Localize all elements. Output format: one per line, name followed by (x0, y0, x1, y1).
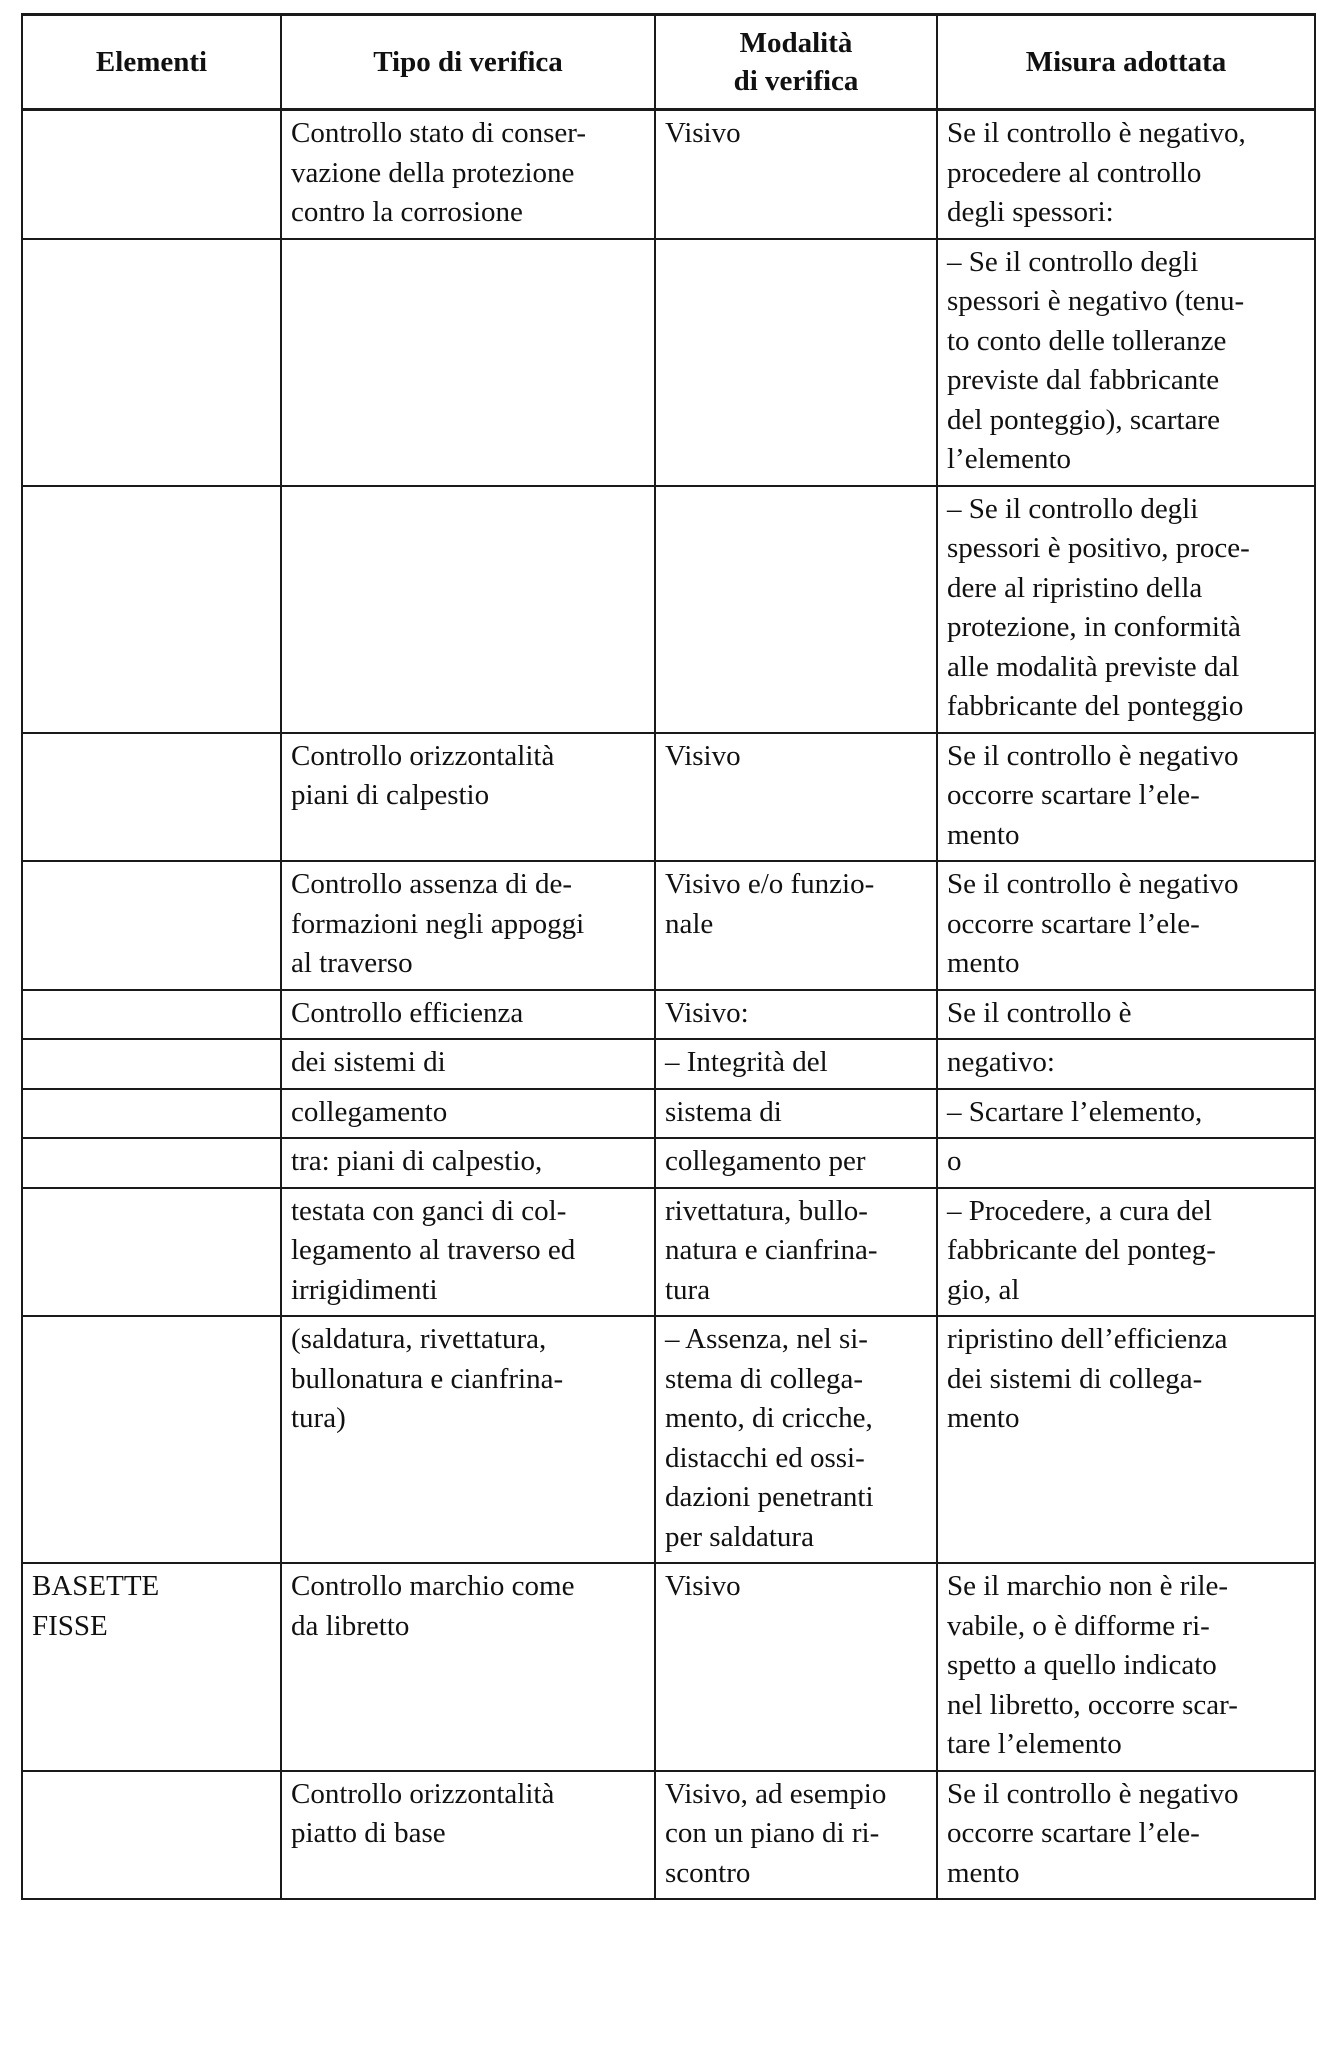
cell-measure-line: spessori è negativo (tenu- (947, 285, 1245, 317)
cell-check-type-line: vazione della protezione (291, 156, 575, 189)
cell-check-type-line: Controllo assenza di de- (291, 868, 573, 900)
cell-element-line: BASETTE (32, 1570, 160, 1602)
cell-measure-line: Se il controllo è negativo (947, 868, 1239, 900)
cell-mode-line: natura e cianfrina- (665, 1234, 878, 1266)
cell-measure (937, 733, 1315, 862)
cell-element (22, 1771, 281, 1900)
cell-measure-line: – Procedere, a cura del (947, 1194, 1212, 1227)
cell-mode-line: scontro (665, 1856, 751, 1889)
cell-check-type-line: bullonatura e cianfrina- (291, 1362, 564, 1395)
table-row (22, 1188, 1315, 1317)
cell-check-type-line: testata con ganci di col- (291, 1194, 567, 1227)
cell-mode (655, 110, 937, 239)
cell-check-type-line: Controllo efficienza (291, 996, 524, 1029)
cell-mode-line: rivettatura, bullo- (665, 1194, 868, 1227)
cell-mode-line: Visivo (665, 1570, 741, 1602)
cell-element (22, 239, 281, 486)
cell-measure-line: fabbricante del ponteggio (947, 690, 1244, 722)
cell-measure (937, 1316, 1315, 1563)
cell-element-line: FISSE (32, 1609, 108, 1642)
cell-measure-line: spessori è positivo, proce- (947, 532, 1250, 564)
cell-measure (937, 1188, 1315, 1317)
cell-check-type (281, 1563, 655, 1771)
cell-measure (937, 110, 1315, 239)
cell-measure-line: del ponteggio), scartare (947, 403, 1220, 436)
cell-check-type-line: Controllo orizzontalità (291, 739, 555, 772)
document-page (21, 13, 1314, 1900)
cell-check-type (281, 239, 655, 486)
header-mode-label-line1: Modalità (739, 27, 853, 59)
cell-check-type-line: da libretto (291, 1609, 410, 1642)
cell-check-type (281, 733, 655, 862)
cell-measure-line: mento (947, 818, 1020, 851)
cell-measure-line: vabile, o è difforme ri- (947, 1609, 1210, 1642)
cell-element (22, 486, 281, 733)
cell-check-type-line: Controllo orizzontalità (291, 1777, 555, 1810)
cell-measure (937, 1138, 1315, 1188)
cell-check-type-line: tura) (291, 1402, 346, 1434)
cell-mode-line: distacchi ed ossi- (665, 1441, 865, 1474)
cell-measure (937, 1039, 1315, 1089)
cell-check-type (281, 486, 655, 733)
cell-mode (655, 1188, 937, 1317)
cell-check-type (281, 990, 655, 1040)
table-row (22, 1039, 1315, 1089)
cell-measure-line: Se il controllo è (947, 996, 1132, 1029)
header-elements-label: Elementi (95, 46, 208, 78)
cell-mode (655, 486, 937, 733)
cell-mode (655, 1089, 937, 1139)
cell-measure-line: – Se il controllo degli (947, 492, 1199, 525)
cell-mode-line: per saldatura (665, 1520, 814, 1553)
cell-measure (937, 861, 1315, 990)
cell-mode-line: mento, di cricche, (665, 1402, 873, 1434)
header-check-type (281, 15, 655, 110)
table-row (22, 239, 1315, 486)
cell-measure-line: to conto delle tolleranze (947, 324, 1227, 357)
cell-check-type-line: contro la corrosione (291, 196, 523, 228)
cell-element (22, 1138, 281, 1188)
cell-measure-line: Se il controllo è negativo, (947, 117, 1246, 149)
cell-measure-line: mento (947, 947, 1020, 979)
cell-measure (937, 239, 1315, 486)
header-check-type-label: Tipo di verifica (373, 46, 563, 78)
cell-measure (937, 1771, 1315, 1900)
cell-check-type-line: irrigidimenti (291, 1273, 438, 1306)
cell-mode-line: Visivo: (665, 996, 749, 1029)
cell-mode (655, 239, 937, 486)
cell-measure-line: – Se il controllo degli (947, 245, 1199, 278)
table-row (22, 486, 1315, 733)
cell-check-type (281, 1188, 655, 1317)
table-row (22, 1771, 1315, 1900)
header-mode (655, 15, 937, 110)
cell-mode-line: – Assenza, nel si- (665, 1323, 868, 1355)
cell-measure-line: mento (947, 1856, 1020, 1889)
header-measure (937, 15, 1315, 110)
cell-measure-line: tare l’elemento (947, 1728, 1122, 1760)
cell-element (22, 1039, 281, 1089)
cell-mode (655, 1138, 937, 1188)
cell-mode-line: con un piano di ri- (665, 1817, 880, 1849)
cell-element (22, 1316, 281, 1563)
cell-check-type-line: al traverso (291, 947, 413, 979)
cell-measure-line: Se il marchio non è rile- (947, 1570, 1229, 1602)
cell-mode-line: Visivo, ad esempio (665, 1777, 887, 1810)
cell-measure-line: l’elemento (947, 443, 1072, 475)
cell-measure-line: protezione, in conformità (947, 611, 1241, 643)
cell-mode-line: collegamento per (665, 1145, 866, 1177)
cell-element (22, 1089, 281, 1139)
cell-check-type-line: legamento al traverso ed (291, 1234, 576, 1266)
header-mode-label-line2: di verifica (733, 65, 859, 97)
cell-mode-line: nale (665, 907, 714, 940)
cell-measure (937, 1089, 1315, 1139)
cell-measure-line: fabbricante del ponteg- (947, 1234, 1216, 1266)
cell-check-type-line: Controllo stato di conser- (291, 117, 587, 149)
cell-mode (655, 1563, 937, 1771)
cell-measure-line: Se il controllo è negativo (947, 739, 1239, 772)
cell-measure-line: gio, al (947, 1273, 1020, 1306)
header-elements (22, 15, 281, 110)
cell-check-type-line: piani di calpestio (291, 779, 490, 811)
cell-measure-line: occorre scartare l’ele- (947, 907, 1200, 940)
cell-check-type (281, 1138, 655, 1188)
cell-measure-line: dei sistemi di collega- (947, 1362, 1203, 1395)
cell-measure (937, 1563, 1315, 1771)
cell-measure-line: mento (947, 1402, 1020, 1434)
cell-mode-line: tura (665, 1273, 711, 1306)
cell-measure-line: alle modalità previste dal (947, 650, 1240, 683)
verification-table (21, 13, 1316, 1900)
cell-check-type-line: formazioni negli appoggi (291, 907, 585, 940)
cell-check-type (281, 1039, 655, 1089)
cell-mode-line: dazioni penetranti (665, 1481, 874, 1513)
cell-check-type (281, 861, 655, 990)
cell-mode (655, 733, 937, 862)
cell-check-type-line: piatto di base (291, 1817, 446, 1849)
table-body (22, 110, 1315, 1900)
cell-measure-line: occorre scartare l’ele- (947, 1817, 1200, 1849)
cell-element (22, 861, 281, 990)
table-row (22, 1316, 1315, 1563)
cell-check-type (281, 1089, 655, 1139)
cell-check-type-line: tra: piani di calpestio, (291, 1145, 543, 1177)
cell-mode (655, 990, 937, 1040)
cell-check-type-line: Controllo marchio come (291, 1570, 575, 1602)
table-header (22, 15, 1315, 110)
cell-measure (937, 990, 1315, 1040)
header-measure-label: Misura adottata (1025, 46, 1227, 78)
cell-measure-line: spetto a quello indicato (947, 1649, 1217, 1681)
table-row (22, 1138, 1315, 1188)
cell-element (22, 990, 281, 1040)
cell-measure-line: previste dal fabbricante (947, 364, 1220, 396)
cell-element (22, 1563, 281, 1771)
cell-mode-line: Visivo (665, 117, 741, 149)
table-row (22, 110, 1315, 239)
cell-measure-line: o (947, 1145, 962, 1177)
cell-mode-line: stema di collega- (665, 1362, 864, 1395)
cell-element (22, 733, 281, 862)
cell-check-type (281, 1771, 655, 1900)
header-row (22, 15, 1315, 110)
table-row (22, 1089, 1315, 1139)
cell-check-type-line: (saldatura, rivettatura, (291, 1323, 547, 1355)
cell-mode-line: – Integrità del (665, 1046, 828, 1078)
cell-measure-line: procedere al controllo (947, 156, 1202, 189)
cell-check-type (281, 1316, 655, 1563)
cell-mode-line: sistema di (665, 1095, 782, 1128)
cell-measure-line: ripristino dell’efficienza (947, 1323, 1228, 1355)
cell-measure-line: – Scartare l’elemento, (947, 1095, 1203, 1128)
table-row (22, 861, 1315, 990)
cell-measure-line: occorre scartare l’ele- (947, 779, 1200, 811)
table-row (22, 733, 1315, 862)
cell-mode (655, 1039, 937, 1089)
cell-measure-line: dere al ripristino della (947, 571, 1203, 604)
table-row (22, 1563, 1315, 1771)
cell-element (22, 110, 281, 239)
cell-mode (655, 1316, 937, 1563)
cell-element (22, 1188, 281, 1317)
cell-mode (655, 861, 937, 990)
cell-check-type (281, 110, 655, 239)
cell-mode-line: Visivo e/o funzio- (665, 868, 875, 900)
cell-measure (937, 486, 1315, 733)
cell-check-type-line: dei sistemi di (291, 1046, 446, 1078)
cell-check-type-line: collegamento (291, 1095, 448, 1128)
table-row (22, 990, 1315, 1040)
cell-mode-line: Visivo (665, 739, 741, 772)
cell-measure-line: Se il controllo è negativo (947, 1777, 1239, 1810)
cell-measure-line: degli spessori: (947, 196, 1114, 228)
cell-measure-line: nel libretto, occorre scar- (947, 1688, 1238, 1721)
cell-measure-line: negativo: (947, 1046, 1055, 1078)
cell-mode (655, 1771, 937, 1900)
